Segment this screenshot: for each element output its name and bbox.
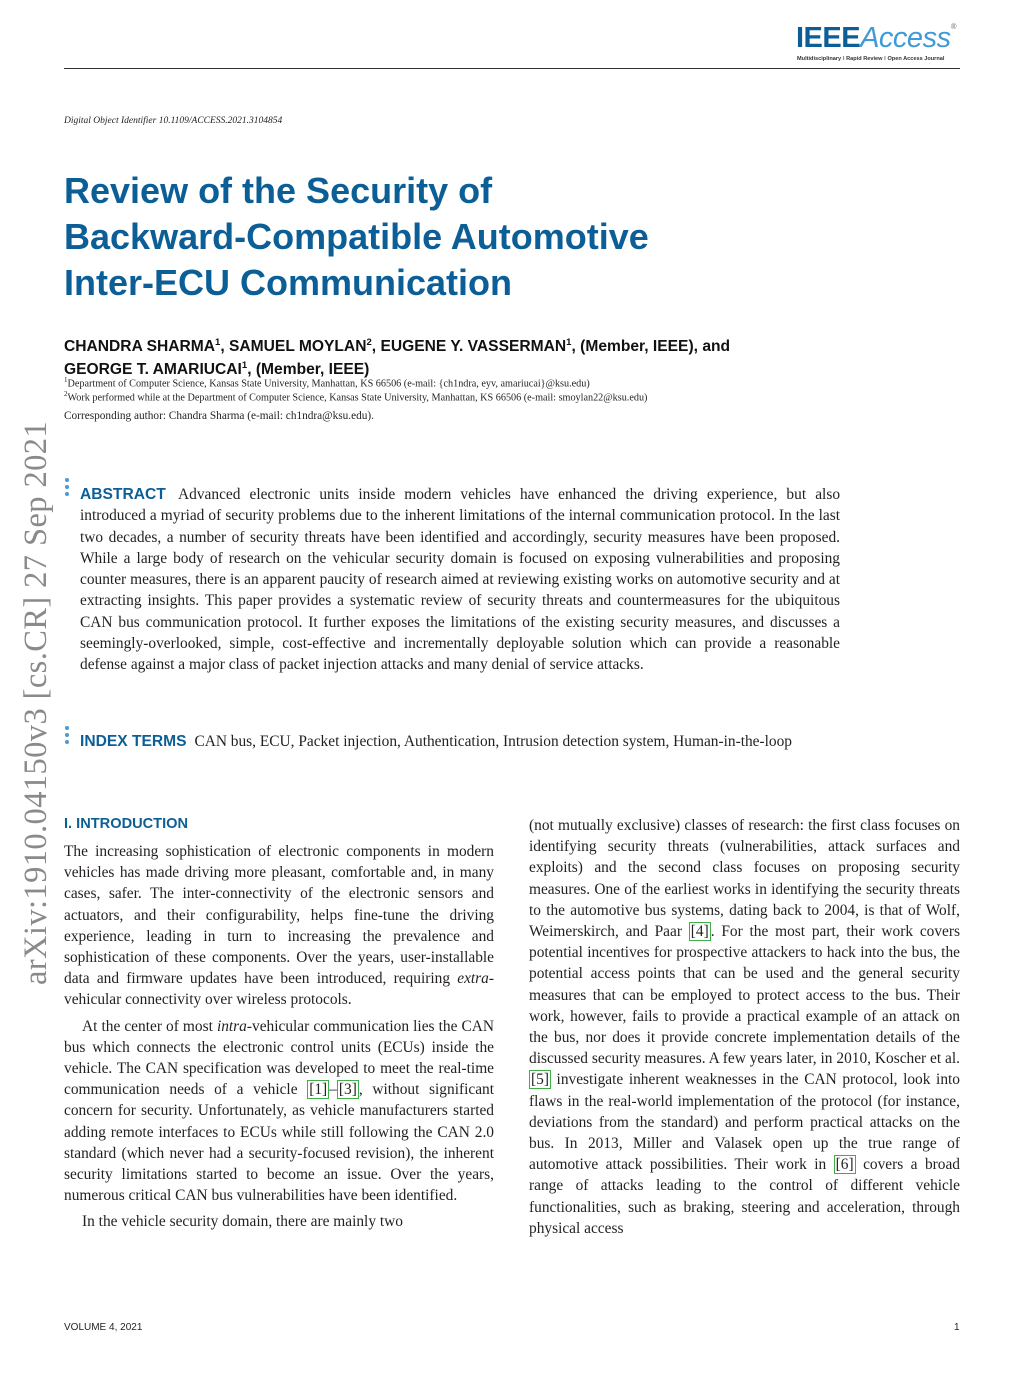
citation-link[interactable]: [3] bbox=[338, 1081, 357, 1099]
title-line: Review of the Security of bbox=[64, 170, 493, 211]
footer-volume: VOLUME 4, 2021 bbox=[64, 1322, 143, 1333]
corresponding-author: Corresponding author: Chandra Sharma (e-mail: ch1ndra@ksu.edu). bbox=[64, 410, 375, 422]
author-name: CHANDRA SHARMA bbox=[64, 338, 216, 356]
text-run: At the center of most bbox=[82, 1017, 217, 1035]
author-sup: 1 bbox=[566, 337, 572, 348]
intro-paragraph bbox=[64, 841, 494, 1011]
index-terms-dots bbox=[64, 726, 70, 747]
text-run: investigate inherent weaknesses in the CAN protocol, look into flaws in the real-world implementation of the protocol (for instance, deviations from the standard) and perform practical attacks on the bus. In 2013, Miller and Valasek open up the true range of automotive attack possibilities. Their work in bbox=[529, 1071, 960, 1174]
title-line: Inter-ECU Communication bbox=[64, 262, 513, 303]
author-name: GEORGE T. AMARIUCAI bbox=[64, 361, 242, 379]
affiliation bbox=[64, 388, 647, 404]
footer-page-number: 1 bbox=[954, 1322, 960, 1333]
logo-ieee-text: IEEE bbox=[796, 22, 861, 54]
author-list: CHANDRA SHARMA$^1$, SAMUEL MOYLAN$^2$, EUGENE Y. VASSERMAN$^1$, (Member, IEEE), and GEORGE T. AMARIUCAI$^1$, (Member, IEEE) bbox=[64, 337, 731, 379]
abstract-text: Advanced electronic units inside modern vehicles have enhanced the driving experience, but also introduced a myriad of security problems due to the inherent limitations of the internal communication protocol. In the last two decades, a number of security threats have been identified and accordingly, security measures have been proposed. While a large body of research on the vehicular security domain is focused on exposing vulnerabilities and proposing counter measures, there is an apparent paucity of research aimed at reviewing existing works on automotive security and at extracting insights. This paper provides a systematic review of security threats and countermeasures for the ubiquitous CAN bus communication protocol. It further exposes the limitations of the existing security measures, and discusses a seemingly-overlooked, simple, cost-effective and incrementally deployable solution which can provide a reasonable defense against a major class of packet injection attacks and many denial of service attacks. bbox=[80, 486, 841, 674]
text-run: -vehicular communication lies the CAN bus which connects the electronic control units (ECUs) inside the vehicle. The CAN specification was developed to meet the real-time communication needs of a vehicle bbox=[64, 1017, 494, 1099]
author-sup: 1 bbox=[241, 360, 248, 372]
text-run: , without significant concern for security. Unfortunately, as vehicle manufacturers started adding remote interfaces to ECUs while still following the CAN 2.0 standard (which never had a security-focused revision), the inherent security limitations started to become an issue. Over the years, numerous critical CAN bus vulnerabilities have been identified. bbox=[64, 1081, 495, 1205]
intro-paragraph bbox=[64, 1016, 494, 1207]
abstract-label: ABSTRACT bbox=[80, 486, 166, 503]
citation-link[interactable]: [4] bbox=[690, 923, 709, 941]
ieee-access-logo bbox=[796, 22, 957, 55]
logo-trademark: ® bbox=[950, 22, 957, 31]
index-terms-label: INDEX TERMS bbox=[80, 733, 187, 750]
author-sup: 2 bbox=[366, 337, 372, 348]
emphasis: intra bbox=[216, 1017, 247, 1035]
author-name: EUGENE Y. VASSERMAN bbox=[380, 338, 567, 356]
journal-tagline: Multidisciplinary ⁞ Rapid Review ⁞ Open Access Journal bbox=[797, 56, 945, 62]
right-column bbox=[529, 815, 960, 1244]
author-sup: 1 bbox=[215, 337, 221, 348]
citation-link[interactable]: [1] bbox=[309, 1081, 328, 1099]
affiliation-text: Work performed while at the Department of Computer Science, Kansas State University, Manhattan, KS 66506 (e-mail: smoylan22@ksu.edu) bbox=[67, 392, 648, 404]
affiliation-sup: 1 bbox=[64, 376, 68, 384]
title-line: Backward-Compatible Automotive bbox=[64, 216, 649, 257]
arxiv-stamp: arXiv:1910.04150v3 [cs.CR] 27 Sep 2021 bbox=[18, 420, 54, 985]
author-suffix: , (Member, IEEE), and bbox=[571, 338, 731, 356]
logo-access-text: Access bbox=[860, 22, 951, 54]
text-run: . For the most part, their work covers potential incentives for prospective attackers to hack into the bus, the potential access points that can be used and the general security measures that can be employed to protect access to the bus. Their work, however, fails to provide a practical example of an attack on the bus, nor does it provide concrete implementation details of the discussed security measures. A few years later, in 2010, Koscher et al. bbox=[529, 923, 960, 1068]
emphasis: extra bbox=[457, 970, 489, 988]
text-run: – bbox=[329, 1081, 337, 1099]
text-run: (not mutually exclusive) classes of research: the first class focuses on identifying security threats (vulnerabilities, attack surfaces and exploits) and the second class focuses on proposing security measures. One of the earliest works in identifying the security threats to the automotive bus systems, dating back to 2004, is that of Wolf, Weimerskirch, and Paar bbox=[529, 817, 960, 941]
intro-paragraph bbox=[529, 815, 960, 1239]
index-terms bbox=[80, 731, 840, 752]
text-run: The increasing sophistication of electronic components in modern vehicles has made driving more pleasant, comfortable and, in many cases, safer. The inter-connectivity of the electronic sensors and actuators, and their configurability, helps fine-tune the driving experience, leading in turn to increasing the prevalence and sophistication of these components. Over the years, user-installable data and firmware updates have been introduced, requiring bbox=[64, 843, 494, 988]
text-run: covers a broad range of attacks leading to the control of different vehicle functionalities, such as braking, steering and acceleration, through physical access bbox=[529, 1156, 960, 1237]
header-rule bbox=[64, 68, 960, 69]
affiliation-text: Department of Computer Science, Kansas State University, Manhattan, KS 66506 (e-mail: {ch1ndra, eyv, amariucai}@ksu.edu) bbox=[67, 378, 590, 390]
paper-title bbox=[64, 168, 884, 306]
doi-line: Digital Object Identifier 10.1109/ACCESS.2021.3104854 bbox=[64, 116, 283, 126]
abstract-dots bbox=[64, 478, 70, 499]
text-run: -vehicular connectivity over wireless protocols. bbox=[64, 970, 494, 1009]
author-suffix: , (Member, IEEE) bbox=[247, 361, 370, 379]
section-heading: I. INTRODUCTION bbox=[64, 816, 189, 832]
citation-link[interactable]: [6] bbox=[835, 1156, 854, 1174]
citation-link[interactable]: [5] bbox=[531, 1071, 549, 1089]
left-column bbox=[64, 841, 494, 1238]
index-terms-text: CAN bus, ECU, Packet injection, Authentication, Intrusion detection system, Human-in-the-loop bbox=[194, 733, 793, 750]
affiliation-sup: 2 bbox=[64, 390, 68, 398]
author-name: SAMUEL MOYLAN bbox=[229, 338, 367, 356]
intro-paragraph: In the vehicle security domain, there are mainly two bbox=[82, 1213, 403, 1231]
abstract bbox=[80, 484, 840, 676]
